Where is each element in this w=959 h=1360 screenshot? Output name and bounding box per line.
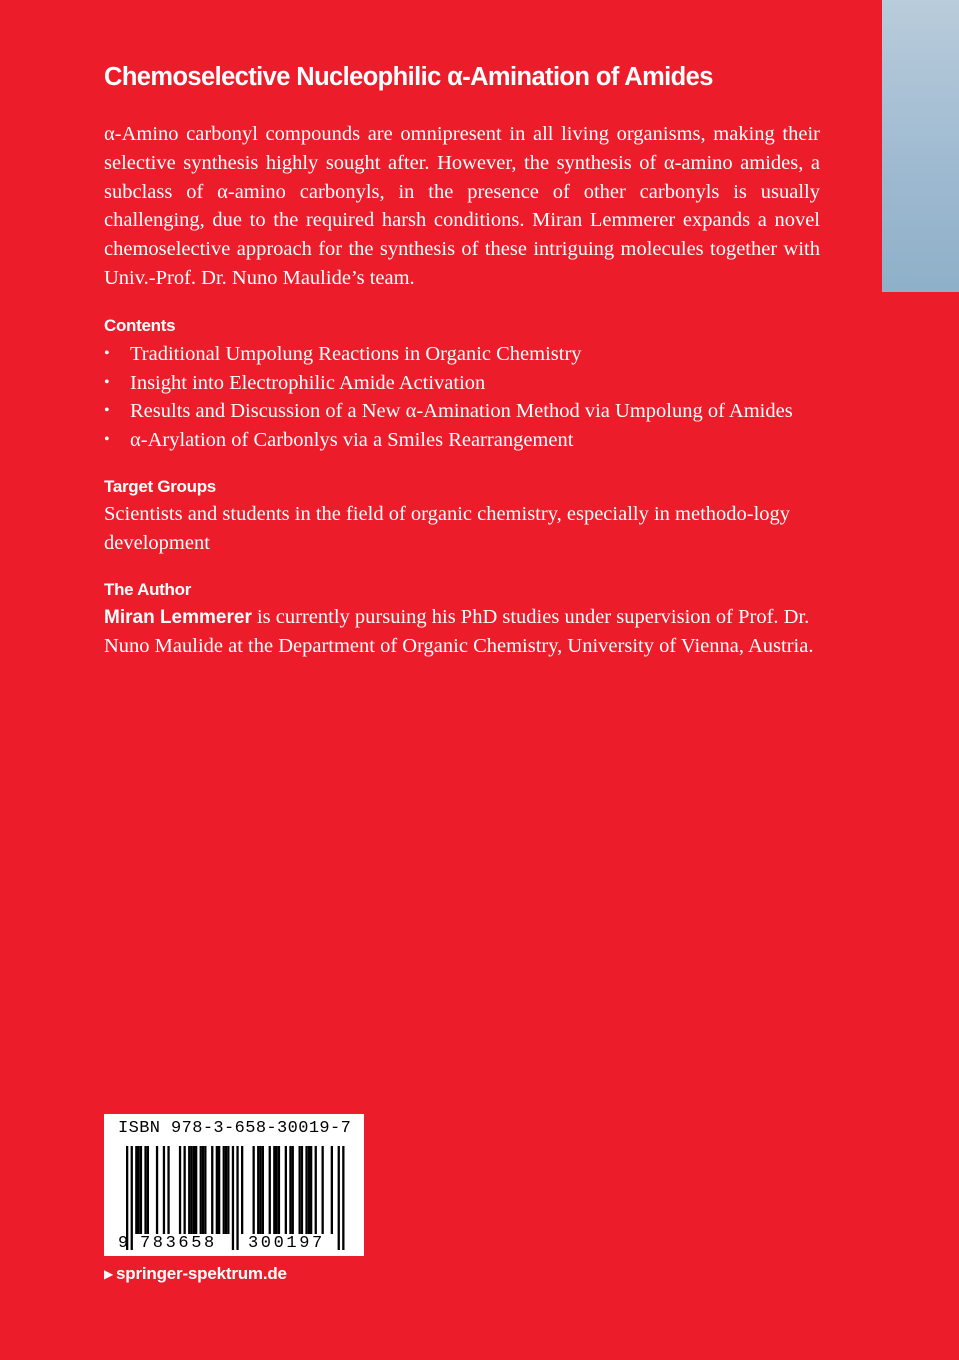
list-item: • Traditional Umpolung Reactions in Organic Chemistry bbox=[104, 340, 820, 369]
barcode-bar bbox=[163, 1146, 165, 1234]
ean-right-digits: 300197 bbox=[248, 1234, 325, 1253]
author-bio bbox=[104, 603, 820, 662]
contents-section bbox=[104, 313, 820, 455]
barcode-bar bbox=[292, 1146, 294, 1234]
barcode-bar bbox=[218, 1146, 220, 1234]
abstract-paragraph: α-Amino carbonyl compounds are omnipresent in all living organisms, making their selective synthesis highly sought after. However, the synthesis of α-amino amides, a subclass of α-amino carbonyls, in the presence of other carbonyls is usually challenging, due to the required harsh conditions. Miran Lemmerer expands a novel chemoselective approach for the synthesis of these intriguing molecules together with Univ.-Prof. Dr. Nuno Maulide’s team. bbox=[104, 123, 820, 289]
barcode-bar bbox=[179, 1146, 181, 1234]
barcode-bar bbox=[331, 1146, 333, 1234]
author-name: Miran Lemmerer bbox=[104, 606, 252, 628]
barcode-bar bbox=[188, 1146, 190, 1234]
barcode-bar bbox=[200, 1146, 202, 1234]
barcode-bar bbox=[167, 1146, 169, 1234]
barcode-guard-bar bbox=[131, 1146, 133, 1250]
barcode-bar bbox=[269, 1146, 271, 1234]
barcode-bar bbox=[190, 1146, 192, 1234]
barcode-bar bbox=[308, 1146, 310, 1234]
arrow-right-icon: ▶ bbox=[104, 1267, 114, 1281]
barcode-bar bbox=[144, 1146, 146, 1234]
barcode-bar bbox=[315, 1146, 317, 1234]
author-section bbox=[104, 577, 820, 662]
barcode-bar bbox=[278, 1146, 280, 1234]
author-bio-text: is currently pursuing his PhD studies under supervision of Prof. Dr. Nuno Maulide at the Department of Organic Chemistry, University of Vienna, Austria. bbox=[104, 605, 814, 658]
ean-left-digits: 783658 bbox=[140, 1234, 217, 1253]
barcode-guard-bar bbox=[338, 1146, 340, 1250]
list-item: • Insight into Electrophilic Amide Activation bbox=[104, 369, 820, 398]
publisher-url: springer-spektrum.de bbox=[116, 1264, 287, 1283]
barcode-bar bbox=[262, 1146, 264, 1234]
barcode-bar bbox=[140, 1146, 142, 1234]
barcode-bar bbox=[253, 1146, 255, 1234]
ean-first-digit: 9 bbox=[118, 1234, 129, 1253]
barcode-bar bbox=[276, 1146, 278, 1234]
barcode-bar bbox=[147, 1146, 149, 1234]
barcode-bar bbox=[241, 1146, 243, 1234]
barcode-bar bbox=[285, 1146, 287, 1234]
barcode-guard-bar bbox=[236, 1146, 238, 1250]
book-title: Chemoselective Nucleophilic α-Amination of Amides bbox=[104, 63, 713, 91]
barcode-bar bbox=[310, 1146, 312, 1234]
list-item: • α-Arylation of Carbonlys via a Smiles Rearrangement bbox=[104, 426, 820, 455]
list-item: • Results and Discussion of a New α-Amination Method via Umpolung of Amides bbox=[104, 397, 820, 426]
barcode-bar bbox=[227, 1146, 229, 1234]
barcode-guard-bar bbox=[232, 1146, 234, 1250]
isbn-label: ISBN 978-3-658-30019-7 bbox=[118, 1119, 352, 1138]
barcode-bar bbox=[138, 1146, 140, 1234]
barcode-bar bbox=[289, 1146, 291, 1234]
side-tab-decoration bbox=[882, 0, 959, 292]
target-groups-section bbox=[104, 474, 820, 558]
author-heading: The Author bbox=[104, 579, 192, 599]
barcode-bar bbox=[257, 1146, 259, 1234]
barcode-bar bbox=[204, 1146, 206, 1234]
barcode-bar bbox=[216, 1146, 218, 1234]
bullet-icon: • bbox=[104, 402, 110, 420]
bullet-icon: • bbox=[104, 431, 110, 449]
isbn-barcode bbox=[104, 1114, 364, 1256]
barcode-bar bbox=[202, 1146, 204, 1234]
barcode-bar bbox=[211, 1146, 213, 1234]
bullet-icon: • bbox=[104, 344, 110, 362]
target-groups-heading: Target Groups bbox=[104, 476, 216, 496]
publisher-link[interactable] bbox=[104, 1264, 287, 1284]
barcode-bar bbox=[223, 1146, 225, 1234]
barcode-bar bbox=[322, 1146, 324, 1234]
barcode-bar bbox=[135, 1146, 137, 1234]
barcode-bar bbox=[193, 1146, 195, 1234]
contents-heading: Contents bbox=[104, 315, 176, 335]
barcode-bar bbox=[184, 1146, 186, 1234]
barcode-guard-bar bbox=[342, 1146, 344, 1250]
back-cover-text bbox=[104, 58, 820, 661]
contents-list bbox=[104, 340, 820, 455]
barcode-bar bbox=[301, 1146, 303, 1234]
barcode-bar bbox=[305, 1146, 307, 1234]
barcode-bar bbox=[273, 1146, 275, 1234]
barcode-bar bbox=[156, 1146, 158, 1234]
barcode-bar bbox=[225, 1146, 227, 1234]
target-groups-text: Scientists and students in the field of organic chemistry, especially in methodo-logy development bbox=[104, 502, 791, 554]
barcode-bar bbox=[195, 1146, 197, 1234]
barcode-bar bbox=[299, 1146, 301, 1234]
barcode-bar bbox=[259, 1146, 261, 1234]
bullet-icon: • bbox=[104, 373, 110, 391]
